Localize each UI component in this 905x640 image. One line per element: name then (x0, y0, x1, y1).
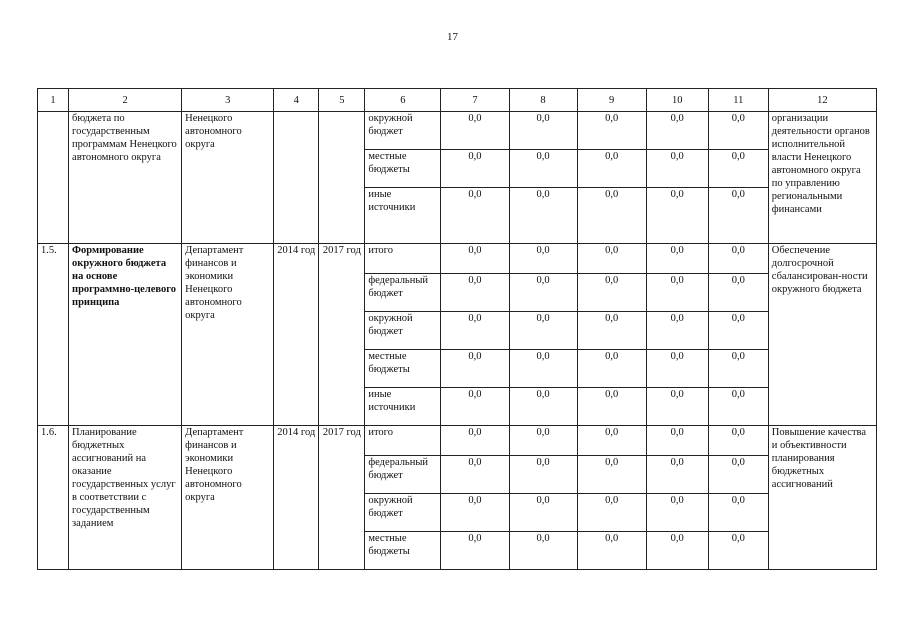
executor-cell: Департамент финансов и экономики Ненецкого автономного округа (182, 426, 274, 570)
value-cell: 0,0 (577, 532, 646, 570)
value-cell: 0,0 (441, 150, 509, 188)
value-cell: 0,0 (509, 426, 577, 456)
header-cell: 8 (509, 89, 577, 112)
value-cell: 0,0 (509, 532, 577, 570)
table-row (38, 426, 877, 456)
value-cell: 0,0 (509, 150, 577, 188)
header-cell: 10 (646, 89, 708, 112)
value-cell: 0,0 (708, 244, 768, 274)
value-cell: 0,0 (509, 350, 577, 388)
table-row (38, 244, 877, 274)
value-cell: 0,0 (708, 112, 768, 150)
value-cell: 0,0 (509, 188, 577, 244)
value-cell: 0,0 (708, 150, 768, 188)
value-cell: 0,0 (577, 388, 646, 426)
header-cell: 3 (182, 89, 274, 112)
value-cell: 0,0 (441, 532, 509, 570)
value-cell: 0,0 (646, 274, 708, 312)
funding-source-cell: иные источники (365, 188, 441, 244)
item-number-cell (38, 112, 69, 244)
executor-cell: Ненецкого автономного округа (182, 112, 274, 244)
activity-name-cell: бюджета по государственным программам Ненецкого автономного округа (69, 112, 182, 244)
value-cell: 0,0 (646, 312, 708, 350)
funding-source-cell: итого (365, 426, 441, 456)
value-cell: 0,0 (577, 312, 646, 350)
value-cell: 0,0 (441, 312, 509, 350)
value-cell: 0,0 (646, 494, 708, 532)
value-cell: 0,0 (577, 150, 646, 188)
activity-name-cell: Планирование бюджетных ассигнований на оказание государственных услуг в соответствии с государственным заданием (69, 426, 182, 570)
header-row (38, 89, 877, 112)
value-cell: 0,0 (646, 244, 708, 274)
header-cell: 12 (768, 89, 876, 112)
start-year-cell: 2014 год (274, 244, 319, 426)
budget-table (37, 88, 877, 570)
value-cell: 0,0 (708, 312, 768, 350)
value-cell: 0,0 (646, 188, 708, 244)
header-cell: 11 (708, 89, 768, 112)
funding-source-cell: итого (365, 244, 441, 274)
funding-source-cell: местные бюджеты (365, 532, 441, 570)
header-cell: 6 (365, 89, 441, 112)
value-cell: 0,0 (708, 456, 768, 494)
value-cell: 0,0 (577, 274, 646, 312)
value-cell: 0,0 (708, 188, 768, 244)
executor-cell: Департамент финансов и экономики Ненецкого автономного округа (182, 244, 274, 426)
value-cell: 0,0 (509, 494, 577, 532)
funding-source-cell: окружной бюджет (365, 494, 441, 532)
value-cell: 0,0 (509, 244, 577, 274)
header-cell: 5 (319, 89, 365, 112)
expected-result-cell: Обеспечение долгосрочной сбалансирован-ности окружного бюджета (768, 244, 876, 426)
value-cell: 0,0 (441, 112, 509, 150)
value-cell: 0,0 (509, 456, 577, 494)
start-year-cell (274, 112, 319, 244)
value-cell: 0,0 (577, 494, 646, 532)
value-cell: 0,0 (441, 244, 509, 274)
value-cell: 0,0 (708, 350, 768, 388)
value-cell: 0,0 (577, 456, 646, 494)
value-cell: 0,0 (646, 350, 708, 388)
funding-source-cell: окружной бюджет (365, 312, 441, 350)
table-row (38, 112, 877, 150)
value-cell: 0,0 (441, 274, 509, 312)
header-cell: 9 (577, 89, 646, 112)
item-number-cell: 1.5. (38, 244, 69, 426)
value-cell: 0,0 (441, 426, 509, 456)
value-cell: 0,0 (577, 244, 646, 274)
activity-name-cell: Формирование окружного бюджета на основе программно-целевого принципа (69, 244, 182, 426)
end-year-cell: 2017 год (319, 244, 365, 426)
value-cell: 0,0 (708, 532, 768, 570)
funding-source-cell: местные бюджеты (365, 350, 441, 388)
header-cell: 1 (38, 89, 69, 112)
value-cell: 0,0 (441, 388, 509, 426)
funding-source-cell: местные бюджеты (365, 150, 441, 188)
item-number-cell: 1.6. (38, 426, 69, 570)
value-cell: 0,0 (509, 312, 577, 350)
start-year-cell: 2014 год (274, 426, 319, 570)
funding-source-cell: окружной бюджет (365, 112, 441, 150)
value-cell: 0,0 (441, 456, 509, 494)
value-cell: 0,0 (441, 350, 509, 388)
expected-result-cell: организации деятельности органов исполнительной власти Ненецкого автономного округа по управлению региональными финансами (768, 112, 876, 244)
header-cell: 7 (441, 89, 509, 112)
value-cell: 0,0 (646, 388, 708, 426)
value-cell: 0,0 (708, 388, 768, 426)
value-cell: 0,0 (509, 274, 577, 312)
value-cell: 0,0 (646, 532, 708, 570)
funding-source-cell: федеральный бюджет (365, 274, 441, 312)
value-cell: 0,0 (646, 112, 708, 150)
value-cell: 0,0 (441, 494, 509, 532)
end-year-cell: 2017 год (319, 426, 365, 570)
value-cell: 0,0 (509, 112, 577, 150)
value-cell: 0,0 (441, 188, 509, 244)
value-cell: 0,0 (577, 350, 646, 388)
funding-source-cell: федеральный бюджет (365, 456, 441, 494)
value-cell: 0,0 (646, 426, 708, 456)
value-cell: 0,0 (646, 456, 708, 494)
value-cell: 0,0 (646, 150, 708, 188)
value-cell: 0,0 (708, 426, 768, 456)
value-cell: 0,0 (708, 274, 768, 312)
value-cell: 0,0 (577, 426, 646, 456)
funding-source-cell: иные источники (365, 388, 441, 426)
header-cell: 4 (274, 89, 319, 112)
value-cell: 0,0 (708, 494, 768, 532)
value-cell: 0,0 (577, 188, 646, 244)
value-cell: 0,0 (509, 388, 577, 426)
end-year-cell (319, 112, 365, 244)
header-cell: 2 (69, 89, 182, 112)
value-cell: 0,0 (577, 112, 646, 150)
page-number: 17 (447, 31, 458, 43)
expected-result-cell: Повышение качества и объективности планирования бюджетных ассигнований (768, 426, 876, 570)
